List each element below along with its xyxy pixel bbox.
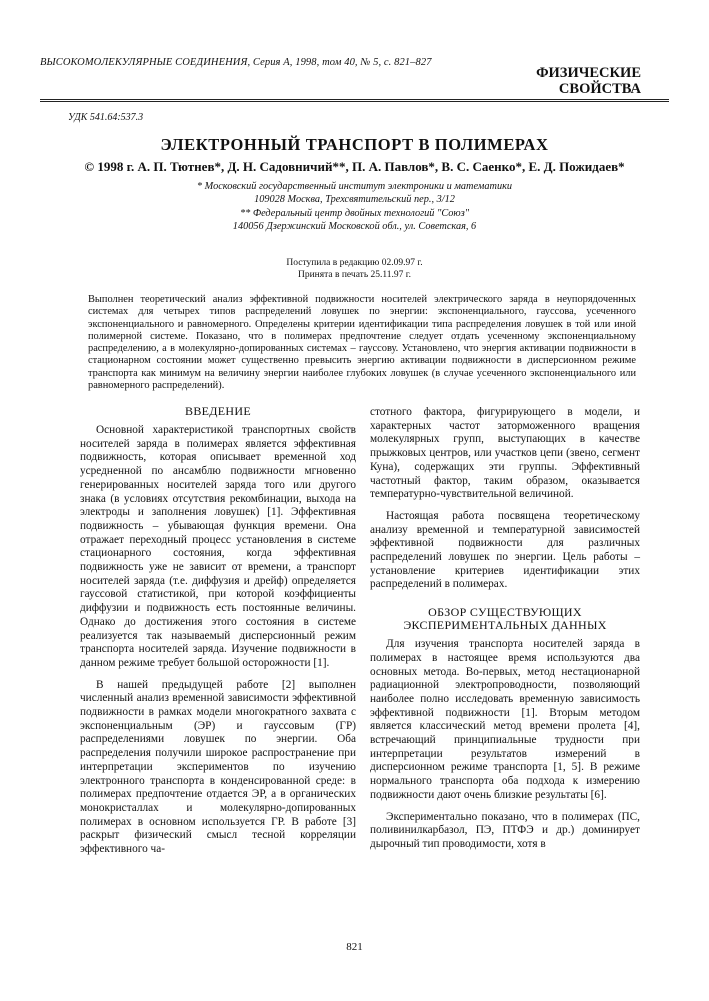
header-rule-top xyxy=(40,99,669,100)
page-number: 821 xyxy=(346,941,363,953)
right-column xyxy=(370,406,640,860)
paragraph: Настоящая работа посвящена теоретическому анализу временной и температурной зависимостей эффективной подвижности для различных распределений ловушек по энергии. Цель работы – установление критериев идентификации этих распределений в полимерах. xyxy=(370,509,640,591)
journal-citation: ВЫСОКОМОЛЕКУЛЯРНЫЕ СОЕДИНЕНИЯ, Серия А, 1998, том 40, № 5, с. 821–827 xyxy=(40,57,432,68)
affiliation-2: ** Федеральный центр двойных технологий "Союз" xyxy=(239,208,470,219)
abstract: Выполнен теоретический анализ эффективной подвижности носителей электрического заряда в неупорядоченных системах для четырех типов распределений ловушек по энергии: экспоненциального, гауссова, усеченного экспоненциального и равномерного. Определены критерии идентификации типа распределения ловушек в той или иной полимерной системе. Показано, что в полимерах предпочтение следует отдать усеченному экспоненциальному распределению, а в молекулярно-допированных системах – гауссову. Установлено, что энергия активации подвижности в стационарном состоянии может существенно превысить энергию активации подвижности в дисперсионном режиме транспорта как минимум на величину энергии наиболее глубоких ловушек (в случае усеченного экспоненциального или равномерного распределений). xyxy=(88,294,636,392)
affiliation-1: * Московский государственный институт электроники и математики xyxy=(196,181,513,192)
section-heading-line-1: ФИЗИЧЕСКИЕ xyxy=(536,65,641,81)
paragraph: Для изучения транспорта носителей заряда в полимерах в настоящее время используются два основных метода. Во-первых, метод нестационарной радиационной электропроводности, позволяющий наиболее полно исследовать временную зависимость эффективной подвижности [1]. Вторым методом является классический метод времени пролета [4], встречающий принципиальные трудности при интерпретации результатов измерений в дисперсионном режиме транспорта [1, 5]. В режиме нормального транспорта оба подхода к измерению подвижности дают очень близкие результаты [6]. xyxy=(370,638,640,801)
header-rule-bottom xyxy=(40,101,669,102)
paper-title: ЭЛЕКТРОННЫЙ ТРАНСПОРТ В ПОЛИМЕРАХ xyxy=(160,135,549,154)
udk-code: УДК 541.64:537.3 xyxy=(68,112,144,123)
affiliation-2-address: 140056 Дзержинский Московской обл., ул. Советская, 6 xyxy=(232,221,477,232)
paragraph: Экспериментально показано, что в полимерах (ПС, поливинилкарбазол, ПЭ, ПТФЭ и др.) доминирует дырочный тип проводимости, хотя в xyxy=(370,810,640,850)
left-column xyxy=(80,405,356,865)
accepted-date: Принята в печать 25.11.97 г. xyxy=(297,269,411,280)
authors-line: © 1998 г. А. П. Тютнев*, Д. Н. Садовничий**, П. А. Павлов*, В. С. Саенко*, Е. Д. Пожидаев* xyxy=(84,159,625,174)
review-heading: ОБЗОР СУЩЕСТВУЮЩИХ ЭКСПЕРИМЕНТАЛЬНЫХ ДАННЫХ xyxy=(403,605,607,633)
paragraph: В нашей предыдущей работе [2] выполнен численный анализ временной зависимости эффективной подвижности в рамках модели многократного захвата с экспоненциальным (ЭР) и гауссовым (ГР) распределениями ловушек по энергии. Оба распределения получили широкое распространение при интерпретации экспериментов по изучению электронного транспорта в конденсированной среде: в полимерах предпочтение отдается ЭР, а в органических монокристаллах и молекулярно-допированных полимерах в основном используется ГР. В работе [3] раскрыт физический смысл тесной корреляции эффективного ча- xyxy=(80,678,356,856)
paragraph: стотного фактора, фигурирующего в модели, и характерных частот заторможенного вращения молекулярных групп, выступающих в качестве прыжковых центров, или участков цепи (звено, сегмент Куна), содержащих эти группы. Эффективный частотный фактор, таким образом, оказывается температурно-чувствительной величиной. xyxy=(370,406,640,501)
paragraph: Основной характеристикой транспортных свойств носителей заряда в полимерах является эффективная подвижность, которая описывает временной ход усредненной по ансамблю подвижности мгновенно генерированных носителей заряда того или другого знака (в условиях отсутствия рекомбинации, выхода на электроды и заполнения ловушек) [1]. Эффективная подвижность – убывающая функция времени. Она отражает переходный процесс установления в системе стационарного состояния, когда эффективная подвижность уже не зависит от времени, а транспорт носителей заряда (т.е. диффузия и дрейф) определяется гауссовой статистикой, при которой коэффициенты диффузии и подвижность есть постоянные величины. Однако до достижения этого состояния в системе реализуется так называемый дисперсионный режим транспорта носителей заряда. Изучение подвижности в данном режиме требует большой осторожности [1]. xyxy=(80,424,356,669)
section-heading-line-2: СВОЙСТВА xyxy=(558,80,641,97)
dates-block xyxy=(0,258,709,281)
received-date: Поступила в редакцию 02.09.97 г. xyxy=(286,258,423,268)
section-heading xyxy=(511,66,641,97)
affiliation-1-address: 109028 Москва, Трехсвятительский пер., 3/12 xyxy=(254,194,455,205)
introduction-heading: ВВЕДЕНИЕ xyxy=(185,404,251,418)
